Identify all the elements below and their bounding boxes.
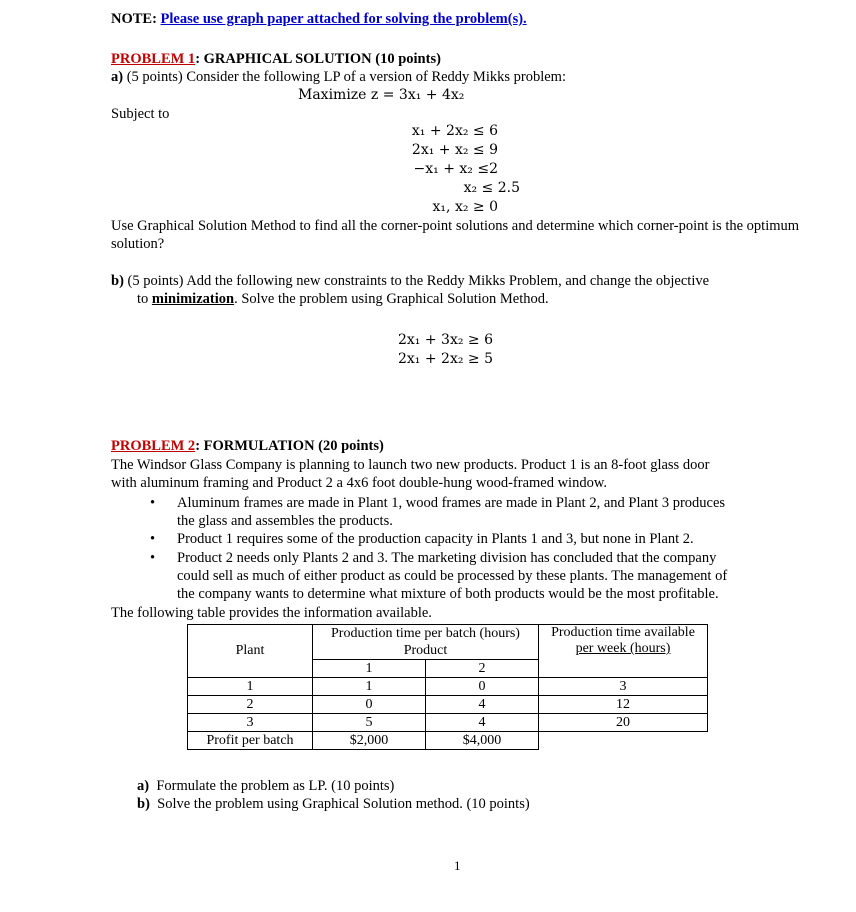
col-product-1: 1 <box>313 660 426 678</box>
production-table <box>187 624 708 750</box>
table-intro: The following table provides the information available. <box>111 605 432 621</box>
table-cell: 1 <box>188 678 313 696</box>
table-cell: 20 <box>539 714 708 732</box>
question-b-label: b) <box>137 796 150 812</box>
constraints-block <box>300 122 520 217</box>
bullet-3-line-3: the company wants to determine what mixture of both products would be the most profitable. <box>177 586 719 602</box>
problem2-heading <box>111 438 384 455</box>
table-row <box>188 714 708 732</box>
header-avail-line-1: Production time available <box>551 625 695 640</box>
constraint-4: x₂ ≤ 2.5 <box>463 180 520 196</box>
bullet-2-line-1: Product 1 requires some of the production capacity in Plants 1 and 3, but none in Plant 2. <box>177 531 694 547</box>
part-b-post: . Solve the problem using Graphical Solution Method. <box>234 291 549 307</box>
table-row <box>188 678 708 696</box>
question-b-text: Solve the problem using Graphical Solution method. (10 points) <box>157 796 530 812</box>
constraint-2: 2x₁ + x₂ ≤ 9 <box>411 142 498 158</box>
table-cell: 4 <box>426 696 539 714</box>
table-cell: 1 <box>313 678 426 696</box>
header-prod-time: Production time per batch (hours) <box>313 625 539 643</box>
new-constraint-2: 2x₁ + 2x₂ ≥ 5 <box>398 351 493 367</box>
header-plant: Plant <box>188 625 313 678</box>
table-cell: $2,000 <box>313 732 426 750</box>
bullet-1-line-1: Aluminum frames are made in Plant 1, wood frames are made in Plant 2, and Plant 3 produces <box>177 495 726 511</box>
objective-function: Maximize z = 3x₁ + 4x₂ <box>298 87 465 103</box>
question-b <box>137 796 530 813</box>
header-product: Product <box>313 642 539 660</box>
part-b-label: b) <box>111 273 124 289</box>
part-b-text-1: (5 points) Add the following new constraints to the Reddy Mikks Problem, and change the objective <box>127 273 710 289</box>
problem1-heading <box>111 51 441 68</box>
header-availability <box>539 625 708 678</box>
table-cell: 0 <box>426 678 539 696</box>
constraint-5: x₁, x₂ ≥ 0 <box>432 199 498 215</box>
table-cell: Profit per batch <box>188 732 313 750</box>
problem2-title: : FORMULATION (20 points) <box>195 438 384 454</box>
subject-to: Subject to <box>111 106 170 122</box>
header-avail-line-2: per week (hours) <box>575 641 671 656</box>
table-cell: 2 <box>188 696 313 714</box>
new-constraint-1: 2x₁ + 3x₂ ≥ 6 <box>398 332 493 348</box>
bullet-item-3 <box>177 549 727 603</box>
note-line <box>111 11 527 28</box>
table-row <box>188 732 708 750</box>
table-cell: 3 <box>188 714 313 732</box>
note-link[interactable]: Please use graph paper attached for solving the problem(s). <box>160 11 527 27</box>
problem1-part-b <box>111 273 709 290</box>
table-cell: 5 <box>313 714 426 732</box>
problem1-part-b-line2 <box>137 291 549 308</box>
constraint-1: x₁ + 2x₂ ≤ 6 <box>411 123 498 139</box>
question-a-label: a) <box>137 778 150 794</box>
part-b-pre: to <box>137 291 152 307</box>
new-constraints <box>398 331 493 369</box>
problem1-instruction: Use Graphical Solution Method to find all the corner-point solutions and determine which corner-point is the optimum solution? <box>111 218 800 252</box>
problem2-intro-2: with aluminum framing and Product 2 a 4x6 foot double-hung wood-framed window. <box>111 475 607 491</box>
table-row <box>188 696 708 714</box>
bullet-3-line-2: could sell as much of either product as could be processed by these plants. The management of <box>177 568 728 584</box>
question-a <box>137 778 394 795</box>
bullet-item-2 <box>177 530 694 548</box>
problem1-part-a <box>111 69 566 86</box>
constraint-3: −x₁ + x₂ ≤2 <box>413 161 498 177</box>
question-a-text: Formulate the problem as LP. (10 points) <box>156 778 395 794</box>
col-product-2: 2 <box>426 660 539 678</box>
problem2-intro-1: The Windsor Glass Company is planning to launch two new products. Product 1 is an 8-foot glass door <box>111 457 710 473</box>
bullet-item-1 <box>177 494 725 530</box>
note-label: NOTE: <box>111 11 157 27</box>
table-cell <box>539 732 708 750</box>
table-cell: 3 <box>539 678 708 696</box>
bullet-3-line-1: Product 2 needs only Plants 2 and 3. The marketing division has concluded that the company <box>177 550 717 566</box>
table-cell: $4,000 <box>426 732 539 750</box>
bullet-icon: • <box>150 550 156 566</box>
minimization-text: minimization <box>151 291 235 307</box>
part-a-text: (5 points) Consider the following LP of a version of Reddy Mikks problem: <box>126 69 566 85</box>
table-cell: 4 <box>426 714 539 732</box>
table-cell: 12 <box>539 696 708 714</box>
problem1-title: : GRAPHICAL SOLUTION (10 points) <box>195 51 441 67</box>
problem2-label: PROBLEM 2 <box>111 438 196 454</box>
page-number: 1 <box>454 858 461 873</box>
part-a-label: a) <box>111 69 124 85</box>
bullet-icon: • <box>150 531 156 547</box>
bullet-1-line-2: the glass and assembles the products. <box>177 513 393 529</box>
table-cell: 0 <box>313 696 426 714</box>
problem1-label: PROBLEM 1 <box>111 51 196 67</box>
bullet-icon: • <box>150 495 156 511</box>
